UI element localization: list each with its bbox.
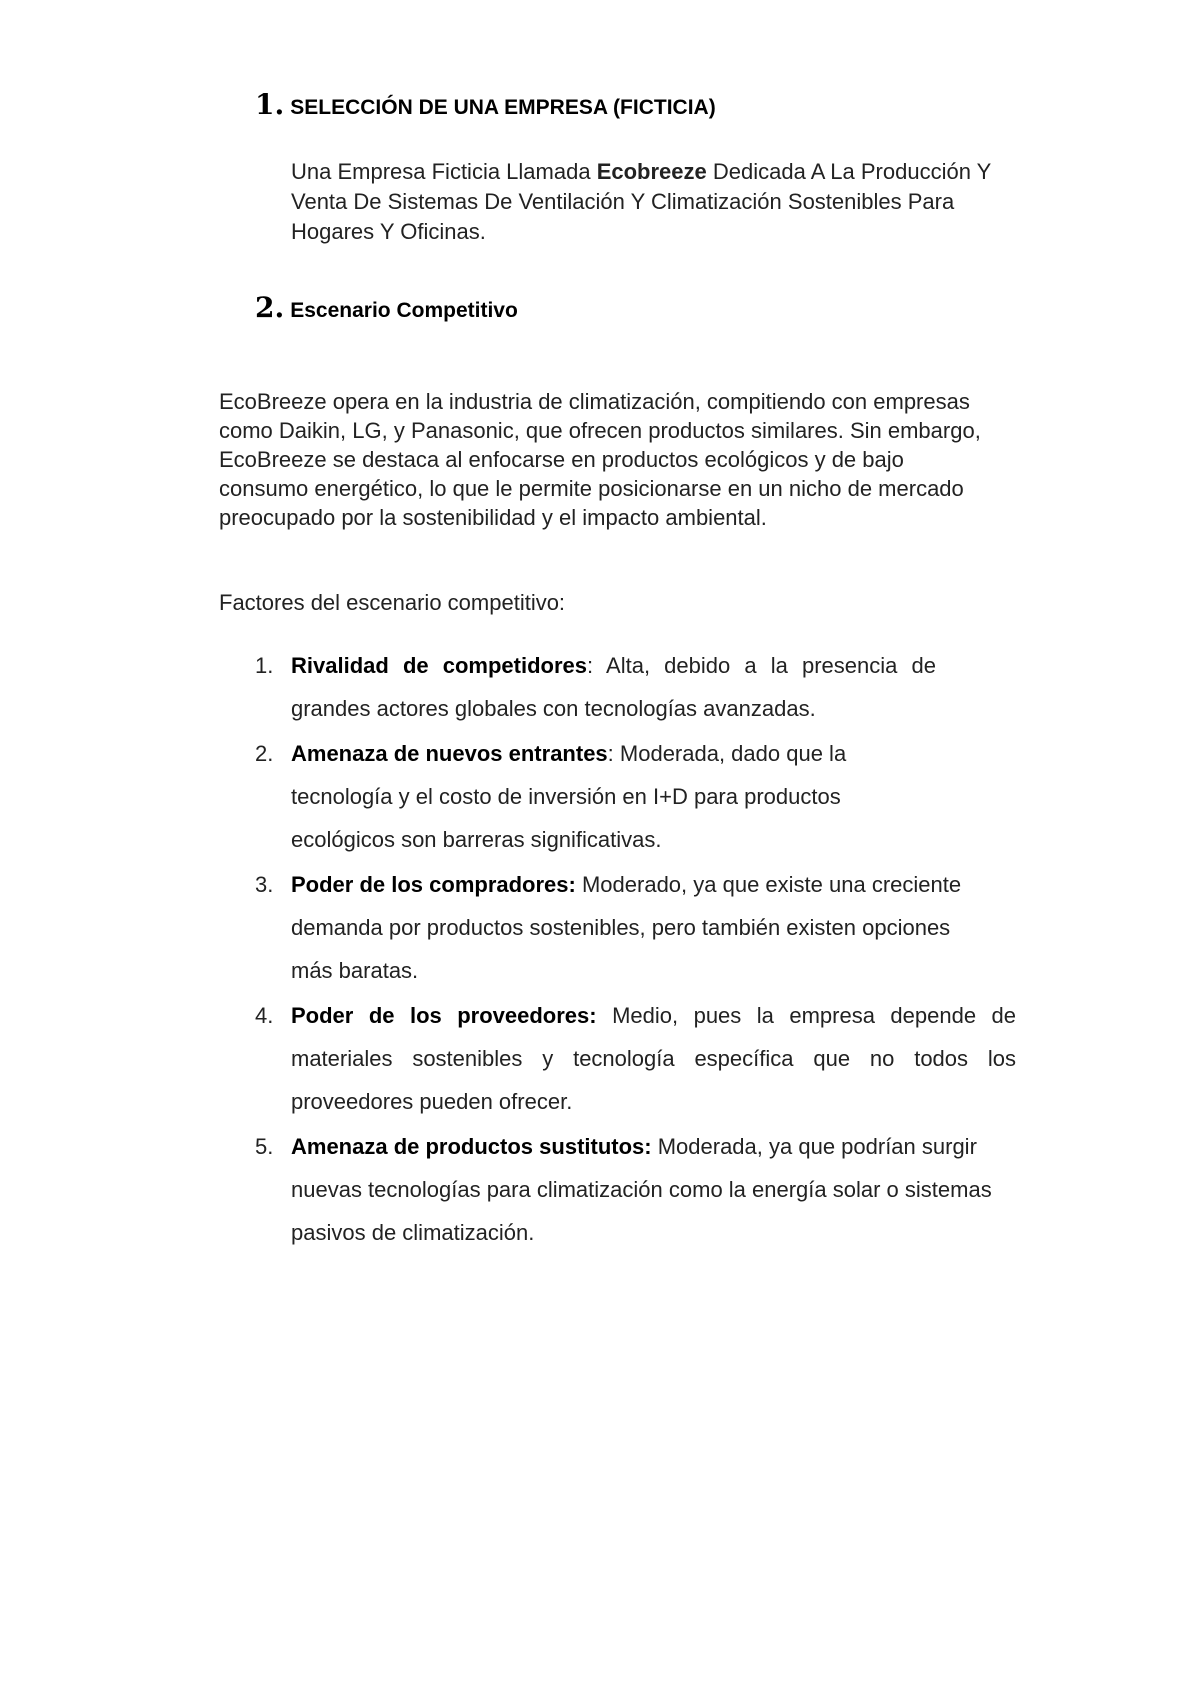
list-item-number: 4. — [255, 1003, 274, 1028]
company-intro-paragraph — [291, 157, 991, 247]
section-2-number: 2. — [255, 291, 285, 324]
section-1-heading — [255, 88, 716, 121]
factor-title: Rivalidad de competidores — [291, 653, 587, 678]
list-item-number: 1. — [255, 653, 274, 678]
intro-text-after: Dedicada A La Producción Y Venta De Sistemas De Ventilación Y Climatización Sostenibles Para Hogares Y Oficinas. — [291, 159, 991, 244]
list-item — [219, 1125, 1031, 1254]
factor-title: Poder de los proveedores: — [291, 1003, 597, 1028]
factor-text: Moderado, ya que existe una creciente demanda por productos sostenibles, pero también existen opciones más baratas. — [291, 872, 962, 983]
factor-text: : Alta, debido a la presencia de grandes actores globales con tecnologías avanzadas. — [291, 653, 936, 721]
factor-title: Amenaza de productos sustitutos: — [291, 1134, 652, 1159]
section-2-heading — [255, 291, 518, 324]
list-item-number: 2. — [255, 741, 274, 766]
factors-list — [219, 644, 1017, 1256]
factor-title: Poder de los compradores: — [291, 872, 576, 897]
intro-text-before: Una Empresa Ficticia Llamada — [291, 159, 597, 184]
factors-intro: Factores del escenario competitivo: — [219, 590, 566, 615]
list-item — [219, 732, 936, 861]
factor-title: Amenaza de nuevos entrantes — [291, 741, 608, 766]
list-item — [219, 994, 1016, 1123]
list-item — [219, 644, 936, 730]
company-name: Ecobreeze — [596, 159, 707, 184]
factor-text: Medio, pues la empresa depende de materiales sostenibles y tecnología específica que no todos los proveedores pueden ofrecer. — [291, 1003, 1017, 1114]
section-1-title: SELECCIÓN DE UNA EMPRESA (FICTICIA) — [290, 96, 716, 119]
factor-text: Moderada, ya que podrían surgir nuevas tecnologías para climatización como la energía solar o sistemas pasivos de climatización. — [291, 1134, 992, 1245]
section-1-number: 1. — [255, 88, 285, 121]
list-item — [219, 863, 971, 992]
list-item-number: 3. — [255, 872, 274, 897]
list-item-number: 5. — [255, 1134, 274, 1159]
factor-text: : Moderada, dado que la tecnología y el costo de inversión en I+D para productos ecológicos son barreras significativas. — [291, 741, 847, 852]
competitive-scenario-paragraph: EcoBreeze opera en la industria de climatización, compitiendo con empresas como Daikin, LG, y Panasonic, que ofrecen productos similares. Sin embargo, EcoBreeze se destaca al enfocarse en productos ecológicos y de bajo consumo energético, lo que le permite posicionarse en un nicho de mercado preocupado por la sostenibilidad y el impacto ambiental. — [219, 389, 981, 530]
section-2-title: Escenario Competitivo — [290, 299, 518, 322]
